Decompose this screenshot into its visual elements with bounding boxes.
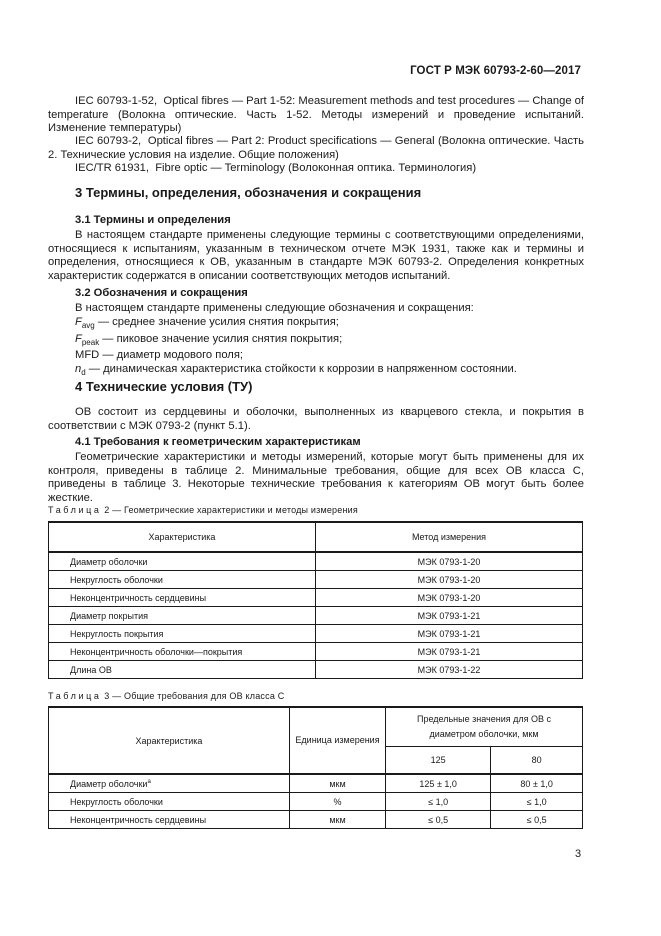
- section-4-title: 4 Технические условия (ТУ): [75, 379, 253, 394]
- table-row: [49, 607, 583, 625]
- subsection-4-1-title: 4.1 Требования к геометрическим характеристикам: [75, 436, 361, 448]
- table-cell: Некруглость покрытия: [49, 625, 316, 643]
- abbreviation-item: MFD — диаметр модового поля;: [75, 349, 243, 362]
- table-cell: Неконцентричность сердцевины: [49, 811, 290, 829]
- table-cell: %: [290, 793, 386, 811]
- reference-3: IEC/TR 61931, Fibre optic — Terminology (Волоконная оптика. Терминология): [75, 162, 477, 174]
- table-cell: МЭК 0793-1-21: [316, 625, 583, 643]
- table-cell: мкм: [290, 811, 386, 829]
- subsection-3-2-title: 3.2 Обозначения и сокращения: [75, 287, 248, 299]
- table-row: [49, 571, 583, 589]
- table-cell: мкм: [290, 774, 386, 793]
- section-3-title: 3 Термины, определения, обозначения и сокращения: [75, 185, 422, 200]
- abbreviation-item: $F_{peak}$ — пиковое значение усилия снятия покрытия;: [75, 332, 343, 347]
- table-header-cell: Единица измерения: [290, 707, 386, 774]
- table-3-caption: Таблица 3 — Общие требования для ОВ класса С: [48, 691, 285, 701]
- table-cell: Длина ОВ: [49, 661, 316, 679]
- table-row: [49, 643, 583, 661]
- table-header-cell: 125: [386, 747, 491, 775]
- table-cell: МЭК 0793-1-21: [316, 643, 583, 661]
- reference-2: IEC 60793-2, Optical fibres — Part 2: Product specifications — General (Волокна оптические. Часть 2. Технические условия на изделие. Общие положения): [48, 135, 584, 161]
- table-cell: Неконцентричность оболочки—покрытия: [49, 643, 316, 661]
- table-row: [49, 811, 583, 829]
- table-cell: МЭК 0793-1-20: [316, 552, 583, 571]
- table-2: [48, 521, 583, 679]
- table-cell: Диаметр оболочки: [49, 552, 316, 571]
- table-cell: МЭК 0793-1-21: [316, 607, 583, 625]
- subsection-3-2-intro: В настоящем стандарте применены следующие обозначения и сокращения:: [75, 302, 474, 314]
- abbreviation-item: $F_{avg}$ — среднее значение усилия снятия покрытия;: [75, 316, 339, 331]
- table-cell: Неконцентричность сердцевины: [49, 589, 316, 607]
- table-header-row: [49, 707, 583, 747]
- table-cell: МЭК 0793-1-20: [316, 589, 583, 607]
- abbreviation-list: [75, 316, 585, 380]
- table-row: [49, 552, 583, 571]
- table-cell: Некруглость оболочки: [49, 571, 316, 589]
- table-cell: МЭК 0793-1-22: [316, 661, 583, 679]
- subsection-4-1-text: Геометрические характеристики и методы измерений, которые могут быть применены для их контроля, приведены в таблице 2. Минимальные требования, общие для всех ОВ класса С, приведены в таблице 3. Некоторые технические требования к категориям ОВ могут быть более жесткие.: [48, 451, 584, 504]
- table-header-cell: Характеристика: [49, 707, 290, 774]
- document-header: ГОСТ Р МЭК 60793-2-60—2017: [410, 65, 581, 77]
- section-4-intro: ОВ состоит из сердцевины и оболочки, выполненных из кварцевого стекла, и покрытия в соответствии с МЭК 0793-2 (пункт 5.1).: [48, 406, 584, 432]
- table-cell: 125 ± 1,0: [386, 774, 491, 793]
- table-cell: ≤ 1,0: [491, 793, 583, 811]
- table-cell: ≤ 0,5: [386, 811, 491, 829]
- table-cell: Диаметр покрытия: [49, 607, 316, 625]
- table-row: [49, 625, 583, 643]
- page-number: 3: [575, 848, 582, 860]
- table-cell: ≤ 0,5: [491, 811, 583, 829]
- table-cell: 80 ± 1,0: [491, 774, 583, 793]
- abbreviation-item: $n_d$ — динамическая характеристика стойкости к коррозии в напряженном состоянии.: [75, 362, 517, 378]
- table-row: [49, 589, 583, 607]
- table-header-cell: 80: [491, 747, 583, 775]
- table-cell: Некруглость оболочки: [49, 793, 290, 811]
- table-cell: Диаметр оболочки$^a$: [49, 774, 290, 793]
- table-header-cell: Характеристика: [49, 522, 316, 552]
- subsection-3-1-title: 3.1 Термины и определения: [75, 214, 231, 226]
- table-row: [49, 793, 583, 811]
- table-row: [49, 661, 583, 679]
- subsection-3-1-text: В настоящем стандарте применены следующие термины с соответствующими определениями, относящиеся к испытаниям, указанным в техническом отчете МЭК 1931, также как и термины и определения, относящиеся к ОВ, указанным в стандарте МЭК 60793-2. Определения конкретных характеристик содержатся в описании соответствующих методов испытаний.: [48, 229, 584, 282]
- table-header-cell: Метод измерения: [316, 522, 583, 552]
- table-header-row: [49, 522, 583, 552]
- table-header-cell: Предельные значения для ОВ с диаметром оболочки, мкм: [386, 707, 583, 747]
- table-row: [49, 774, 583, 793]
- table-cell: ≤ 1,0: [386, 793, 491, 811]
- table-3: [48, 706, 583, 829]
- table-cell: МЭК 0793-1-20: [316, 571, 583, 589]
- table-2-caption: Таблица 2 — Геометрические характеристики и методы измерения: [48, 505, 358, 515]
- reference-1: IEC 60793-1-52, Optical fibres — Part 1-52: Measurement methods and test procedures — Change of temperature (Волокна оптические. Часть 1-52. Методы измерений и проведение испытаний. Изменение температуры): [48, 95, 585, 134]
